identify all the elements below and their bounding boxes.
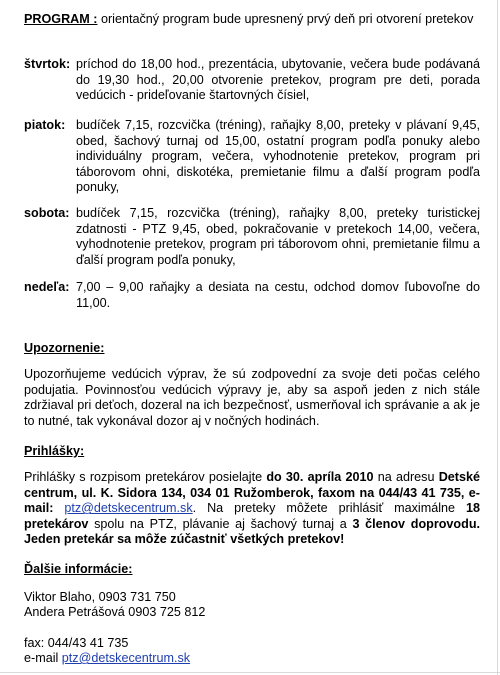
day-label: nedeľa: xyxy=(24,280,70,294)
day-label: piatok: xyxy=(24,118,66,132)
day-saturday xyxy=(24,206,480,268)
info-contact-1: Viktor Blaho, 0903 731 750 xyxy=(24,590,176,604)
page-edge-right xyxy=(497,0,498,675)
program-heading-line xyxy=(24,12,484,28)
info-email-label: e-mail xyxy=(24,651,62,665)
day-text: 7,00 – 9,00 raňajky a desiata na cestu, odchod domov ľubovoľne do 11,00. xyxy=(76,280,480,310)
program-heading: PROGRAM : xyxy=(24,12,98,26)
prihlasky-text-part: Prihlášky s rozpisom pretekárov posielajte xyxy=(24,470,267,484)
day-thursday xyxy=(24,57,480,104)
prihlasky-text-part: na adresu xyxy=(373,470,439,484)
prihlasky-address: Detské centrum, ul. K. Sidora 134, 034 01 Ružomberok, faxom na 044/43 41 735, e-mail: xyxy=(24,470,480,516)
info-heading: Ďalšie informácie: xyxy=(24,562,133,576)
info-contact-2: Andera Petrášová 0903 725 812 xyxy=(24,605,206,619)
day-sunday xyxy=(24,280,480,311)
prihlasky-max: 18 pretekárov xyxy=(24,501,480,531)
prihlasky-text-part: . Na preteky môžete prihlásiť maximálne xyxy=(192,501,466,516)
day-text: budíček 7,15, rozcvička (tréning), raňajky 8,00, preteky v plávaní 9,45, obed, šachový turnaj od 15,00, ostatní program podľa ponuky alebo individuálny program, večera, vyhodnotenie pretekov, program pri táborovom ohni, diskotéka, premietanie filmu a ďalší program podľa ponuky, xyxy=(76,118,480,195)
day-text: príchod do 18,00 hod., prezentácia, ubytovanie, večera bude podávaná do 19,30 hod., 20,00 otvorenie pretekov, program pre deti, porada vedúcich - prideľovanie štartovných čísiel, xyxy=(76,57,480,103)
day-label: sobota: xyxy=(24,206,70,220)
program-intro: orientačný program bude upresnený prvý deň pri otvorení pretekov xyxy=(97,12,474,26)
day-label: štvrtok: xyxy=(24,57,71,71)
info-email-link[interactable]: ptz@detskecentrum.sk xyxy=(61,651,191,665)
upozornenie-text: Upozorňujeme vedúcich výprav, že sú zodpovední za svoje deti počas celého podujatia. Povinnosťou vedúcich výpravy je, aby sa aspoň jeden z nich stále zdržiaval pri deťoch, dozeral na ich bezpečnosť, usmerňoval ich správanie a ak je to nutné, tak vykonával dozor aj v nočných hodinách. xyxy=(24,367,480,428)
prihlasky-last: Jeden pretekár sa môže zúčastniť všetkých pretekov! xyxy=(24,532,345,547)
upozornenie-heading: Upozornenie: xyxy=(24,341,105,355)
prihlasky-text xyxy=(24,470,480,548)
prihlasky-escort: 3 členov doprovodu. xyxy=(352,516,481,531)
prihlasky-text-part: spolu na PTZ, plávanie aj šachový turnaj a xyxy=(88,516,353,531)
prihlasky-email-link[interactable]: ptz@detskecentrum.sk xyxy=(64,501,193,516)
page-edge-bottom xyxy=(0,672,500,673)
info-email-line xyxy=(24,651,480,667)
day-friday xyxy=(24,118,480,196)
prihlasky-heading: Prihlášky: xyxy=(24,444,85,458)
day-text: budíček 7,15, rozcvička (tréning), raňajky 8,00, preteky turistickej zdatnosti - PTZ 9,45, obed, pokračovanie v pretekoch 14,00, večera, vyhodnotenie pretekov, program pri táborovom ohni, premietanie filmu a ďalší program podľa ponuky, xyxy=(76,206,480,267)
info-fax: fax: 044/43 41 735 xyxy=(24,636,129,650)
prihlasky-deadline: do 30. apríla 2010 xyxy=(266,470,374,484)
